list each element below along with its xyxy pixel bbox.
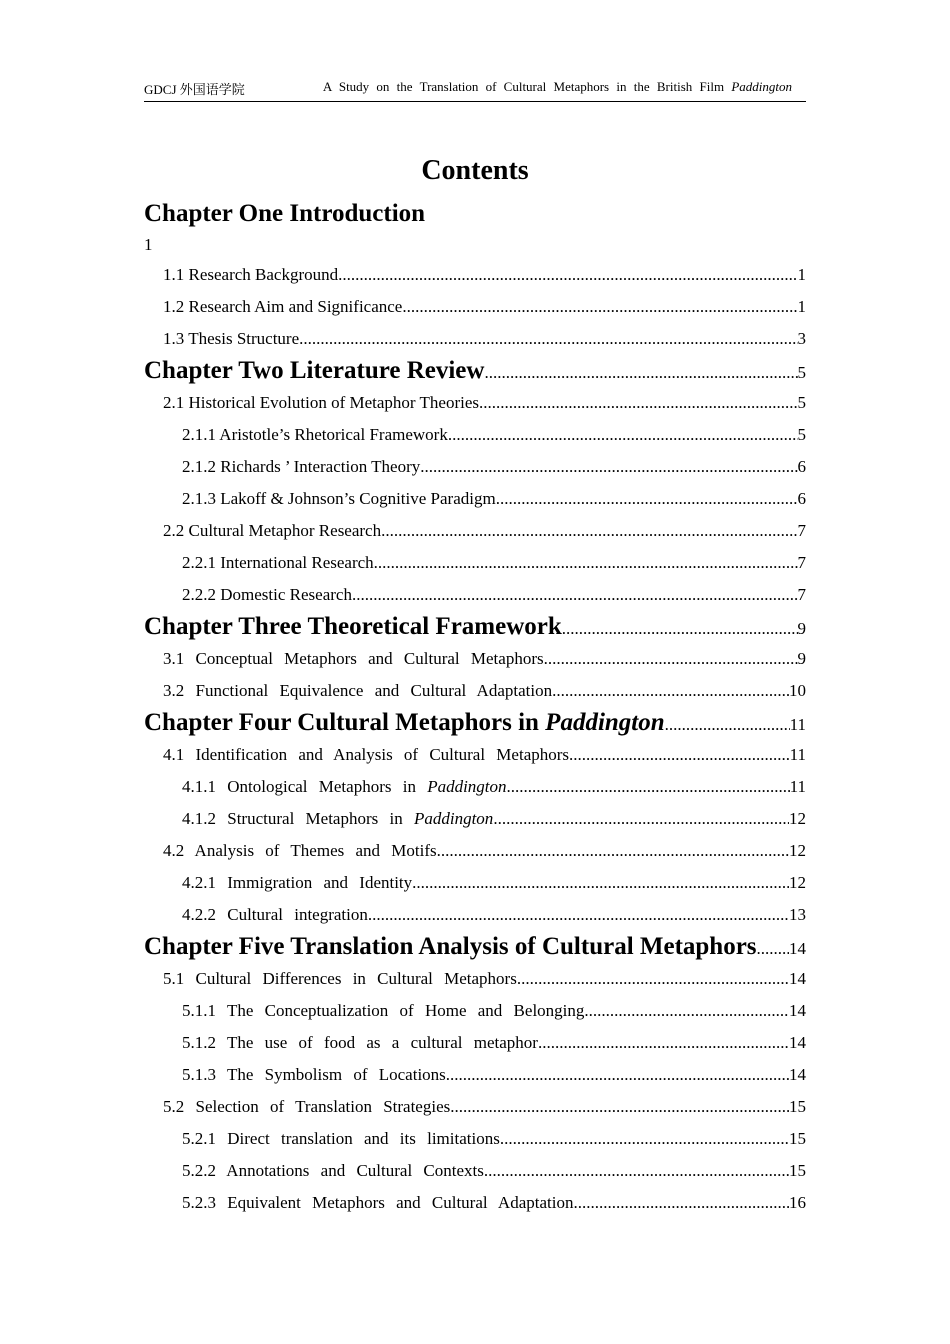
toc-entry-3-1[interactable] [144,643,806,675]
toc-entry-5-2-1[interactable] [144,1123,806,1155]
toc-leader-dots [299,323,797,355]
toc-entry-title: 5.1 Cultural Differences in Cultural Metaphors [163,969,517,988]
toc-leader-dots [665,709,790,741]
toc-entry-title: 2.2.2 Domestic Research [182,585,352,604]
toc-entry-4-1[interactable] [144,739,806,771]
toc-leader-dots [562,613,798,645]
toc-leader-dots [368,899,789,931]
toc-page-number: 7 [797,521,806,540]
toc-page-number: 6 [797,457,806,476]
toc-leader-dots [450,1091,789,1123]
toc-leader-dots [517,963,789,995]
toc-leader-dots [544,643,798,675]
toc-entry-4-2[interactable] [144,835,806,867]
toc-entry-4-2-2[interactable] [144,899,806,931]
toc-chapter-title: Chapter Two Literature Review [144,357,485,384]
toc-chapter-5[interactable] [144,931,806,963]
toc-entry-2-1-3[interactable] [144,483,806,515]
toc-leader-dots [507,771,790,803]
toc-leader-dots [448,419,798,451]
toc-leader-dots [446,1059,789,1091]
toc-page-number: 15 [789,1161,806,1180]
toc-entry-4-2-1[interactable] [144,867,806,899]
toc-entry-title: 5.1.3 The Symbolism of Locations [182,1065,446,1084]
toc-leader-dots [338,259,797,291]
toc-entry-title: 5.1.2 The use of food as a cultural metaphor [182,1033,538,1052]
toc-page-number: 11 [789,715,806,734]
toc-entry-2-1-2[interactable] [144,451,806,483]
toc-entry-title: 2.2.1 International Research [182,553,374,572]
toc-page-number: 12 [789,841,806,860]
toc-leader-dots [402,291,797,323]
toc-page-number: 5 [797,393,806,412]
toc-entry-title: 5.2.1 Direct translation and its limitations [182,1129,500,1148]
toc-leader-dots [420,451,797,483]
toc-entry-title-film: Paddington [427,777,507,796]
toc-entry-title: 5.2.2 Annotations and Cultural Contexts [182,1161,484,1180]
toc-page-number: 5 [797,363,806,382]
toc-entry-5-1-1[interactable] [144,995,806,1027]
toc-leader-dots [484,357,797,389]
toc-chapter-1[interactable] [144,197,806,231]
toc-leader-dots [496,483,798,515]
toc-chapter-title: Chapter One Introduction [144,200,426,227]
toc-entry-2-1[interactable] [144,387,806,419]
toc-entry-3-2[interactable] [144,675,806,707]
toc-page-number: 16 [789,1193,806,1212]
toc-page-number: 12 [789,809,806,828]
toc-page-number: 7 [797,585,806,604]
toc-page-number: 1 [144,235,153,254]
toc-chapter-title: Chapter Three Theoretical Framework [144,613,562,640]
toc-entry-1-3[interactable] [144,323,806,355]
toc-entry-title-text: 4.1.1 Ontological Metaphors in [182,777,428,796]
header-title-film: Paddington [731,79,792,94]
toc-entry-title: 5.2.3 Equivalent Metaphors and Cultural Adaptation [182,1193,574,1212]
toc-leader-dots [538,1027,789,1059]
toc-chapter-3[interactable] [144,611,806,643]
toc-entry-title [182,771,507,803]
toc-entry-2-1-1[interactable] [144,419,806,451]
toc-entry-title: 4.2.1 Immigration and Identity [182,873,413,892]
toc-page-number: 14 [789,939,806,958]
toc-entry-title: 2.1.2 Richards ’ Interaction Theory [182,457,421,476]
toc-entry-2-2-2[interactable] [144,579,806,611]
toc-entry-5-1-3[interactable] [144,1059,806,1091]
toc-page-number: 1 [797,297,806,316]
toc-leader-dots [479,387,797,419]
toc-leader-dots [757,933,789,965]
toc-page-number: 9 [797,649,806,668]
toc-entry-title: 5.1.1 The Conceptualization of Home and Belonging [182,1001,585,1020]
toc-entry-1-1[interactable] [144,259,806,291]
toc-chapter-2[interactable] [144,355,806,387]
toc-leader-dots [584,995,789,1027]
toc-leader-dots [569,739,790,771]
toc-page-number: 14 [789,969,806,988]
toc-chapter-title [144,707,665,739]
header-title [323,79,792,95]
toc-entry-title: 4.2.2 Cultural integration [182,905,368,924]
toc-entry-4-1-2[interactable] [144,803,806,835]
toc-entry-title: 2.2 Cultural Metaphor Research [163,521,382,540]
toc-leader-dots [484,1155,789,1187]
header-title-text: A Study on the Translation of Cultural Metaphors in the British Film [322,79,732,94]
toc-leader-dots [493,803,789,835]
toc-page-number: 13 [789,905,806,924]
toc-entry-title: 1.1 Research Background [163,265,339,284]
toc-entry-2-2[interactable] [144,515,806,547]
toc-leader-dots [412,867,789,899]
toc-page-number: 11 [789,745,806,764]
toc-page-number: 7 [797,553,806,572]
toc-page-number: 3 [797,329,806,348]
toc-entry-1-2[interactable] [144,291,806,323]
page-title: Contents [421,155,529,186]
toc-entry-title: 1.3 Thesis Structure [163,329,300,348]
toc-page-number: 9 [797,619,806,638]
toc-page-number: 6 [797,489,806,508]
toc-page-number: 14 [789,1033,806,1052]
toc-page-number: 15 [789,1129,806,1148]
toc-chapter-title-film: Paddington [545,709,665,736]
toc-entry-title: 2.1.1 Aristotle’s Rhetorical Framework [182,425,448,444]
toc-entry-2-2-1[interactable] [144,547,806,579]
toc-entry-5-1-2[interactable] [144,1027,806,1059]
toc-page-number: 10 [789,681,806,700]
toc-leader-dots [437,835,789,867]
toc-entry-title: 5.2 Selection of Translation Strategies [163,1097,451,1116]
toc-entry-5-2[interactable] [144,1091,806,1123]
header-institution: GDCJ 外国语学院 [144,82,245,97]
toc-leader-dots [352,579,798,611]
toc-entry-title: 4.1 Identification and Analysis of Cultural Metaphors [163,745,570,764]
toc-leader-dots [500,1123,789,1155]
toc-chapter-4[interactable] [144,707,806,739]
toc-entry-4-1-1[interactable] [144,771,806,803]
toc-page-number: 1 [797,265,806,284]
toc-entry-title: 3.1 Conceptual Metaphors and Cultural Metaphors [163,649,544,668]
toc-page-number: 15 [789,1097,806,1116]
running-header [144,79,806,102]
toc-leader-dots [381,515,797,547]
table-of-contents [144,197,806,1219]
toc-page-number: 12 [789,873,806,892]
toc-entry-title: 2.1.3 Lakoff & Johnson’s Cognitive Paradigm [182,489,496,508]
toc-page-number: 5 [797,425,806,444]
toc-page-number: 14 [789,1001,806,1020]
toc-entry-5-1[interactable] [144,963,806,995]
toc-page-number: 11 [789,777,806,796]
toc-entry-5-2-2[interactable] [144,1155,806,1187]
toc-entry-5-2-3[interactable] [144,1187,806,1219]
toc-leader-dots [374,547,798,579]
toc-leader-dots [552,675,789,707]
toc-entry-title: 4.2 Analysis of Themes and Motifs [163,841,437,860]
toc-chapter-title: Chapter Five Translation Analysis of Cultural Metaphors [144,933,757,960]
toc-entry-title: 2.1 Historical Evolution of Metaphor Theories [163,393,480,412]
toc-entry-title [182,803,493,835]
toc-leader-dots [573,1187,789,1219]
toc-chapter-title-text: Chapter Four Cultural Metaphors in [144,709,546,736]
toc-page-number: 14 [789,1065,806,1084]
toc-entry-title-film: Paddington [413,809,494,828]
toc-entry-title-text: 4.1.2 Structural Metaphors in [182,809,414,828]
toc-entry-title: 3.2 Functional Equivalence and Cultural Adaptation [163,681,553,700]
toc-entry-title: 1.2 Research Aim and Significance [163,297,403,316]
